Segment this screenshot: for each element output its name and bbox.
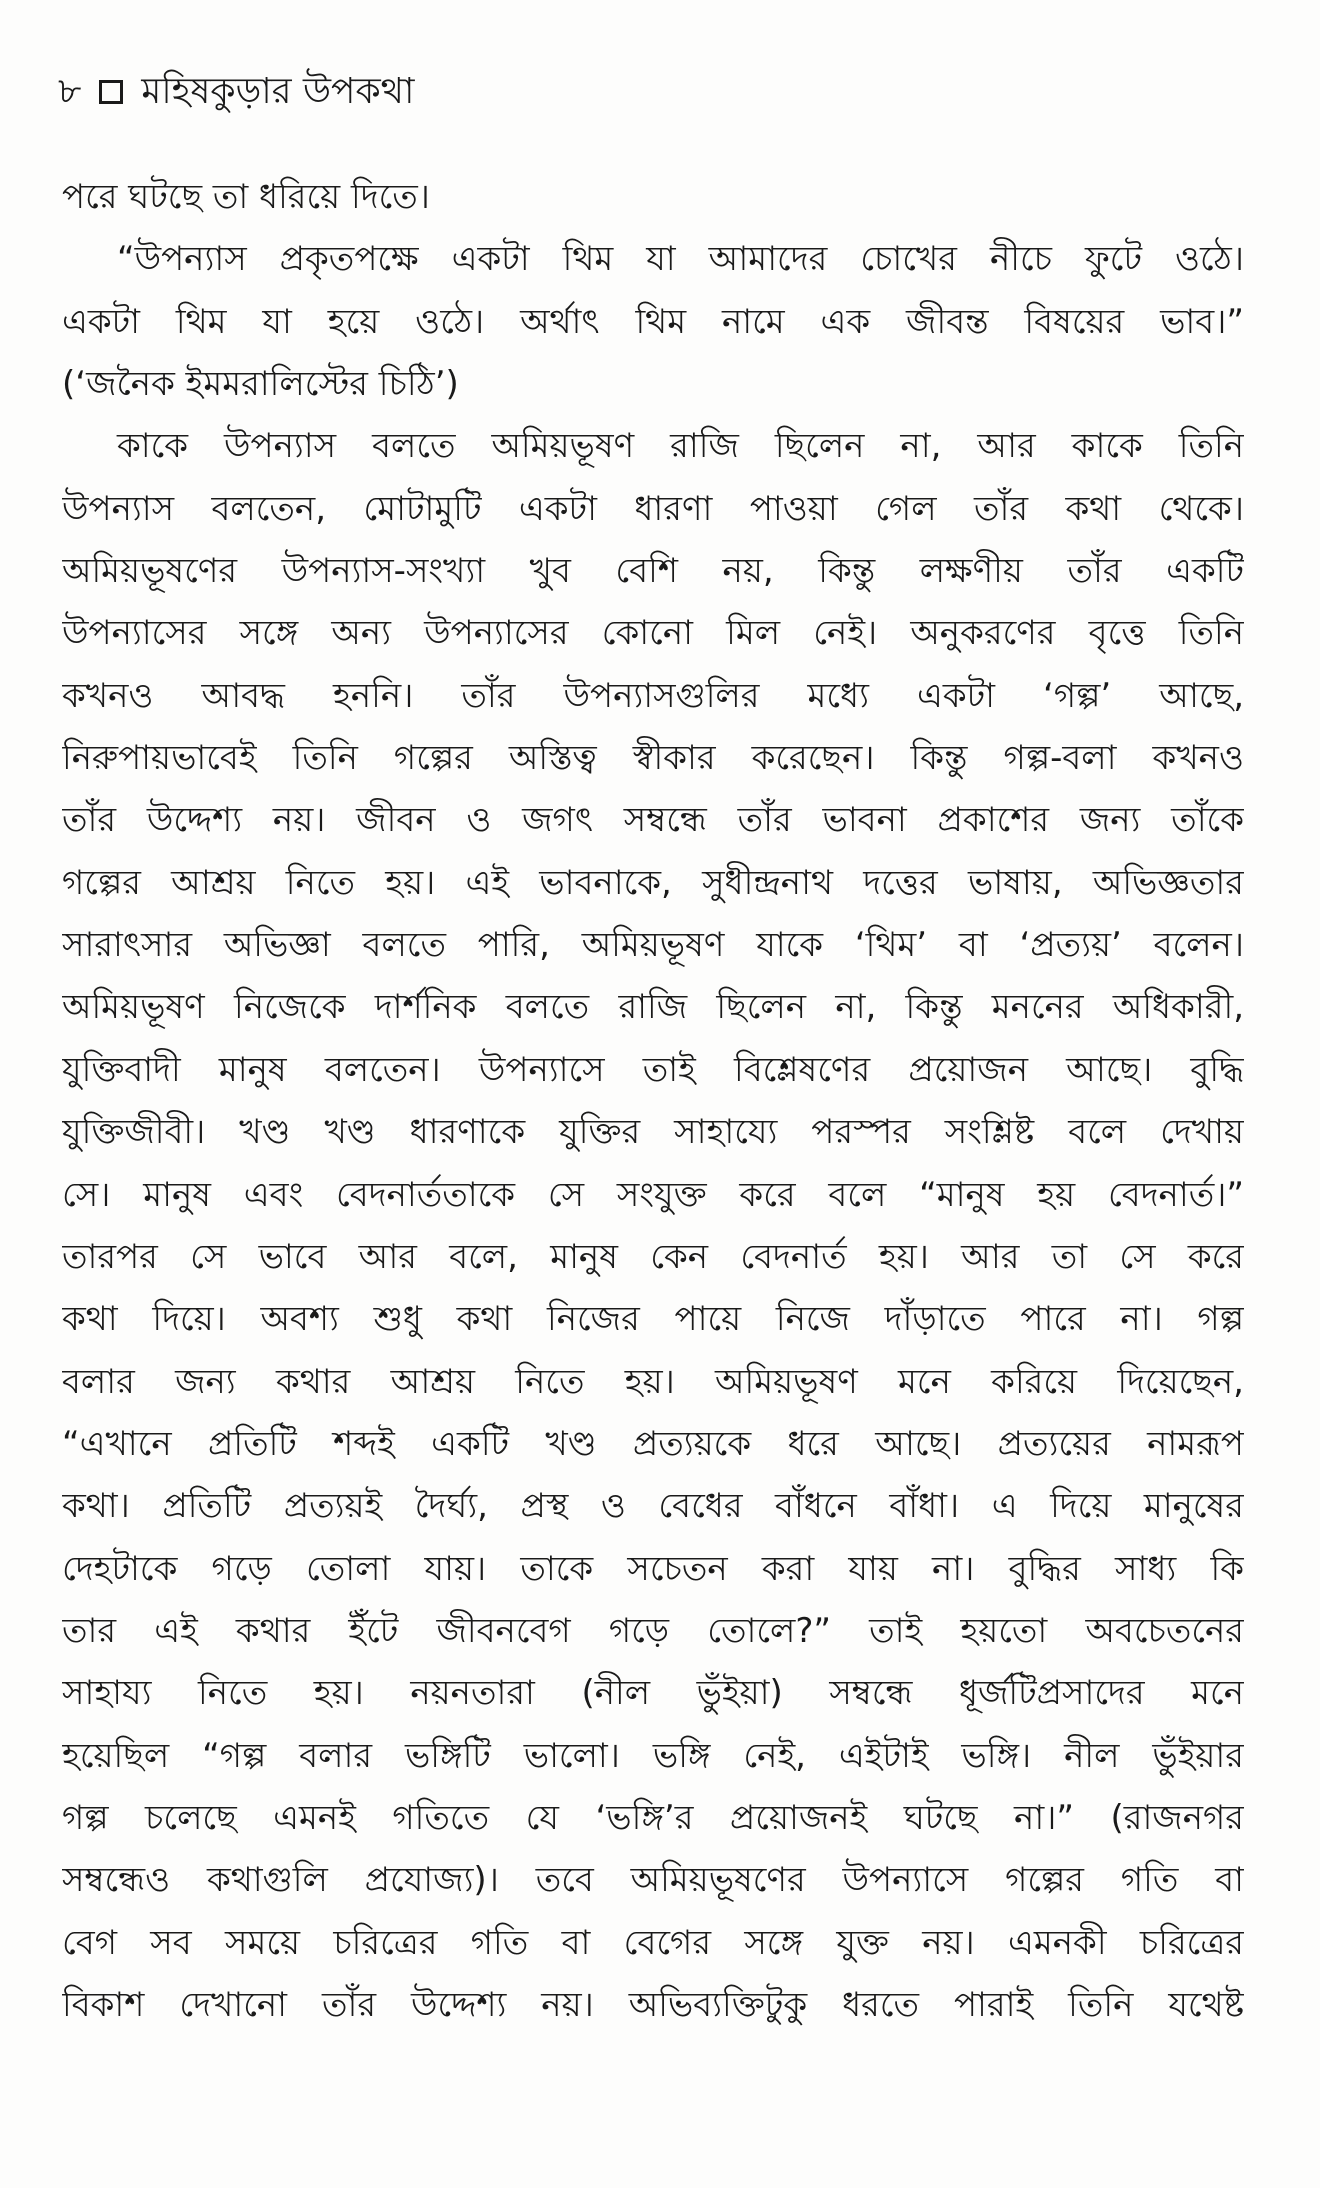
text-line: নিরুপায়ভাবেই তিনি গল্পের অস্তিত্ব স্বীকার করেছেন। কিন্তু গল্প-বলা কখনও — [62, 738, 1244, 779]
text-line: গল্পের আশ্রয় নিতে হয়। এই ভাবনাকে, সুধীন্দ্রনাথ দত্তের ভাষায়, অভিজ্ঞতার — [62, 862, 1244, 903]
body-text — [62, 166, 1244, 2036]
text-line: তাঁর উদ্দেশ্য নয়। জীবন ও জগৎ সম্বন্ধে তাঁর ভাবনা প্রকাশের জন্য তাঁকে — [62, 800, 1244, 841]
text-line: সে। মানুষ এবং বেদনার্ততাকে সে সংযুক্ত করে বলে “মানুষ হয় বেদনার্ত।” — [62, 1174, 1244, 1215]
text-line: (‘জনৈক ইমমরালিস্টের চিঠি’) — [62, 364, 459, 405]
text-line: “এখানে প্রতিটি শব্দই একটি খণ্ড প্রত্যয়কে ধরে আছে। প্রত্যয়ের নামরূপ — [62, 1423, 1244, 1464]
running-head — [58, 70, 414, 114]
text-line: উপন্যাস বলতেন, মোটামুটি একটা ধারণা পাওয়া গেল তাঁর কথা থেকে। — [62, 488, 1244, 529]
text-line: যুক্তিজীবী। খণ্ড খণ্ড ধারণাকে যুক্তির সাহায্যে পরস্পর সংশ্লিষ্ট বলে দেখায় — [62, 1112, 1244, 1153]
text-line: গল্প চলেছে এমনই গতিতে যে ‘ভঙ্গি’র প্রয়োজনই ঘটছে না।” (রাজনগর — [62, 1797, 1244, 1838]
text-line: কখনও আবদ্ধ হননি। তাঁর উপন্যাসগুলির মধ্যে একটা ‘গল্প’ আছে, — [62, 675, 1244, 716]
text-line: “উপন্যাস প্রকৃতপক্ষে একটা থিম যা আমাদের চোখের নীচে ফুটে ওঠে। — [117, 239, 1244, 280]
text-line: বিকাশ দেখানো তাঁর উদ্দেশ্য নয়। অভিব্যক্তিটুকু ধরতে পারাই তিনি যথেষ্ট — [62, 1984, 1244, 2025]
text-line: তারপর সে ভাবে আর বলে, মানুষ কেন বেদনার্ত হয়। আর তা সে করে — [62, 1236, 1244, 1277]
text-line: বলার জন্য কথার আশ্রয় নিতে হয়। অমিয়ভূষণ মনে করিয়ে দিয়েছেন, — [62, 1361, 1244, 1402]
text-line: সাহায্য নিতে হয়। নয়নতারা (নীল ভুঁইয়া) সম্বন্ধে ধূর্জটিপ্রসাদের মনে — [62, 1673, 1244, 1714]
text-line: একটা থিম যা হয়ে ওঠে। অর্থাৎ থিম নামে এক জীবন্ত বিষয়ের ভাব।” — [62, 301, 1244, 342]
text-line: তার এই কথার ইঁটে জীবনবেগ গড়ে তোলে?” তাই হয়তো অবচেতনের — [62, 1610, 1244, 1651]
text-line: পরে ঘটছে তা ধরিয়ে দিতে। — [62, 177, 430, 217]
text-line: বেগ সব সময়ে চরিত্রের গতি বা বেগের সঙ্গে যুক্ত নয়। এমনকী চরিত্রের — [62, 1922, 1244, 1963]
text-line: অমিয়ভূষণের উপন্যাস-সংখ্যা খুব বেশি নয়, কিন্তু লক্ষণীয় তাঁর একটি — [62, 551, 1244, 592]
text-line: হয়েছিল “গল্প বলার ভঙ্গিটি ভালো। ভঙ্গি নেই, এইটাই ভঙ্গি। নীল ভুঁইয়ার — [62, 1735, 1244, 1776]
text-line: অমিয়ভূষণ নিজেকে দার্শনিক বলতে রাজি ছিলেন না, কিন্তু মননের অধিকারী, — [62, 987, 1244, 1028]
text-line: কথা। প্রতিটি প্রত্যয়ই দৈর্ঘ্য, প্রস্থ ও বেধের বাঁধনে বাঁধা। এ দিয়ে মানুষের — [62, 1486, 1244, 1527]
text-line: সারাৎসার অভিজ্ঞা বলতে পারি, অমিয়ভূষণ যাকে ‘থিম’ বা ‘প্রত্যয়’ বলেন। — [62, 925, 1244, 966]
text-line: কথা দিয়ে। অবশ্য শুধু কথা নিজের পায়ে নিজে দাঁড়াতে পারে না। গল্প — [62, 1299, 1244, 1340]
text-line: দেহটাকে গড়ে তোলা যায়। তাকে সচেতন করা যায় না। বুদ্ধির সাধ্য কি — [62, 1548, 1244, 1589]
text-line: সম্বন্ধেও কথাগুলি প্রযোজ্য)। তবে অমিয়ভূষণের উপন্যাসে গল্পের গতি বা — [62, 1860, 1244, 1901]
text-line: যুক্তিবাদী মানুষ বলতেন। উপন্যাসে তাই বিশ্লেষণের প্রয়োজন আছে। বুদ্ধি — [62, 1049, 1244, 1090]
square-ornament-icon — [99, 80, 123, 104]
page-number: ৮ — [58, 71, 82, 112]
book-title: মহিষকুড়ার উপকথা — [141, 71, 415, 112]
text-line: উপন্যাসের সঙ্গে অন্য উপন্যাসের কোনো মিল নেই। অনুকরণের বৃত্তে তিনি — [62, 613, 1244, 654]
text-line: কাকে উপন্যাস বলতে অমিয়ভূষণ রাজি ছিলেন না, আর কাকে তিনি — [117, 426, 1244, 467]
